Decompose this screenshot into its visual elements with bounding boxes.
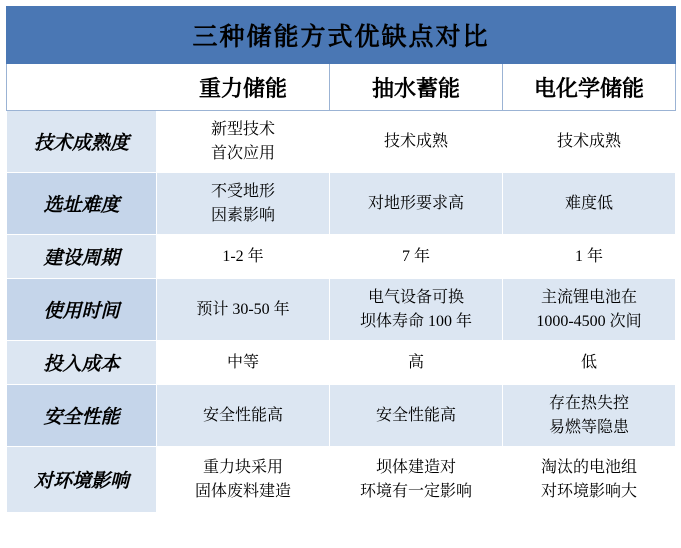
cell-usage-time-electro xyxy=(503,279,676,341)
cell-safety-pumped xyxy=(330,385,503,447)
row-label-usage-time: 使用时间 xyxy=(7,279,157,341)
column-header-gravity: 重力储能 xyxy=(157,64,330,111)
cell-line-1: 坝体建造对 xyxy=(375,459,456,477)
cell-line-1: 主流锂电池在 xyxy=(541,289,638,307)
cell-line-1: 技术成熟 xyxy=(557,132,622,150)
cell-site-difficulty-gravity xyxy=(157,173,330,235)
row-label-construction-period: 建设周期 xyxy=(7,235,157,279)
cell-line-1: 中等 xyxy=(226,353,259,371)
cell-tech-maturity-gravity xyxy=(157,111,330,173)
cell-line-2: 环境有一定影响 xyxy=(359,482,472,500)
cell-line-2: 对环境影响大 xyxy=(541,482,638,500)
cell-line-1: 淘汰的电池组 xyxy=(541,459,638,477)
row-label-investment-cost: 投入成本 xyxy=(7,341,157,385)
cell-cost-gravity xyxy=(157,341,330,385)
cell-line-1: 不受地形 xyxy=(210,183,275,201)
table-header-row xyxy=(7,64,676,111)
row-label-environment-impact: 对环境影响 xyxy=(7,447,157,513)
table-row xyxy=(7,235,676,279)
cell-line-1: 高 xyxy=(407,353,424,371)
cell-line-1: 技术成熟 xyxy=(383,132,448,150)
cell-construction-electro xyxy=(503,235,676,279)
cell-environment-pumped xyxy=(330,447,503,513)
cell-line-1: 安全性能高 xyxy=(375,406,456,424)
cell-safety-electro xyxy=(503,385,676,447)
cell-cost-electro xyxy=(503,341,676,385)
row-label-safety: 安全性能 xyxy=(7,385,157,447)
table-row xyxy=(7,111,676,173)
cell-construction-pumped xyxy=(330,235,503,279)
header-corner-cell xyxy=(7,64,157,111)
page-title: 三种储能方式优缺点对比 xyxy=(7,7,676,64)
table-title-row xyxy=(7,7,676,64)
cell-site-difficulty-pumped xyxy=(330,173,503,235)
table-row xyxy=(7,279,676,341)
table-row xyxy=(7,341,676,385)
table-row xyxy=(7,173,676,235)
cell-line-2: 首次应用 xyxy=(210,144,275,162)
cell-line-2: 因素影响 xyxy=(210,206,275,224)
cell-line-1: 电气设备可换 xyxy=(367,289,464,307)
cell-line-1: 7 年 xyxy=(401,247,430,265)
cell-line-1: 新型技术 xyxy=(210,121,275,139)
cell-usage-time-pumped xyxy=(330,279,503,341)
row-label-site-difficulty: 选址难度 xyxy=(7,173,157,235)
row-label-tech-maturity: 技术成熟度 xyxy=(7,111,157,173)
cell-line-1: 对地形要求高 xyxy=(367,194,464,212)
cell-line-2: 坝体寿命 100 年 xyxy=(359,312,472,330)
cell-tech-maturity-electro xyxy=(503,111,676,173)
cell-line-1: 安全性能高 xyxy=(202,406,283,424)
cell-cost-pumped xyxy=(330,341,503,385)
cell-line-2: 易燃等隐患 xyxy=(549,418,630,436)
cell-line-1: 1-2 年 xyxy=(222,247,264,265)
cell-line-2: 1000-4500 次间 xyxy=(536,312,642,330)
column-header-pumped-hydro: 抽水蓄能 xyxy=(330,64,503,111)
cell-tech-maturity-pumped xyxy=(330,111,503,173)
table-row xyxy=(7,385,676,447)
cell-line-2: 固体废料建造 xyxy=(194,482,291,500)
cell-safety-gravity xyxy=(157,385,330,447)
cell-site-difficulty-electro xyxy=(503,173,676,235)
cell-line-1: 存在热失控 xyxy=(549,395,630,413)
column-header-electrochemical: 电化学储能 xyxy=(503,64,676,111)
table-row xyxy=(7,447,676,513)
cell-line-1: 难度低 xyxy=(565,194,614,212)
cell-line-1: 重力块采用 xyxy=(202,459,283,477)
cell-line-1: 1 年 xyxy=(575,247,604,265)
cell-construction-gravity xyxy=(157,235,330,279)
cell-environment-gravity xyxy=(157,447,330,513)
cell-line-1: 预计 30-50 年 xyxy=(196,300,290,318)
cell-usage-time-gravity xyxy=(157,279,330,341)
comparison-table xyxy=(6,6,676,513)
cell-line-1: 低 xyxy=(581,353,598,371)
cell-environment-electro xyxy=(503,447,676,513)
